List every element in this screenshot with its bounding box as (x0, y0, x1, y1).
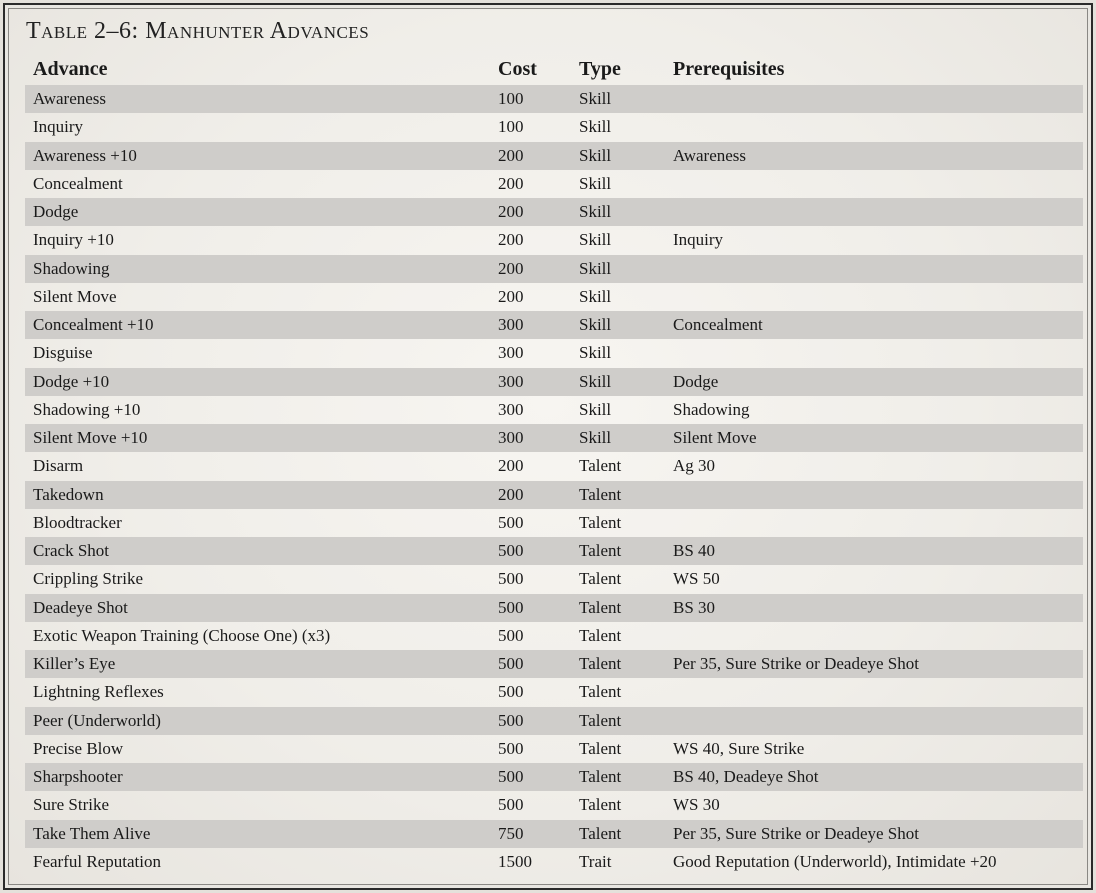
cell-type: Talent (579, 738, 622, 758)
table-row (25, 678, 1083, 706)
cell-advance: Exotic Weapon Training (Choose One) (x3) (33, 625, 331, 645)
table-row (25, 424, 1083, 452)
cell-type: Talent (579, 512, 622, 532)
cell-cost: 1500 (498, 851, 532, 871)
cell-cost: 300 (498, 399, 524, 419)
cell-cost: 200 (498, 230, 524, 250)
cell-cost: 500 (498, 710, 524, 730)
cell-type: Talent (579, 682, 622, 702)
cell-type: Skill (579, 145, 612, 165)
cell-prerequisites: BS 40 (673, 541, 716, 560)
table-row (25, 707, 1083, 735)
table-row (25, 481, 1083, 509)
cell-type: Talent (579, 823, 622, 843)
cell-type: Skill (579, 258, 612, 278)
cell-prerequisites: Shadowing (673, 399, 750, 419)
cell-cost: 500 (498, 597, 524, 617)
cell-advance: Sure Strike (33, 795, 110, 815)
table-row (25, 142, 1083, 170)
cell-advance: Dodge +10 (33, 371, 110, 391)
table-title: Table 2–6: Manhunter Advances (26, 18, 370, 44)
cell-prerequisites: WS 50 (673, 569, 720, 589)
table-row (25, 565, 1083, 593)
cell-advance: Concealment (33, 173, 123, 193)
cell-cost: 750 (498, 823, 524, 843)
table-row (25, 339, 1083, 367)
cell-cost: 300 (498, 371, 524, 391)
cell-advance: Disguise (33, 343, 93, 363)
table-frame (3, 3, 1093, 890)
cell-cost: 200 (498, 286, 524, 306)
header-prerequisites: Prerequisites (673, 58, 785, 80)
cell-type: Skill (579, 315, 612, 334)
cell-cost: 200 (498, 202, 524, 221)
cell-cost: 200 (498, 173, 524, 193)
cell-type: Skill (579, 173, 612, 193)
table-row (25, 650, 1083, 678)
cell-cost: 300 (498, 428, 524, 447)
cell-advance: Take Them Alive (33, 823, 151, 843)
cell-cost: 500 (498, 569, 524, 589)
cell-prerequisites: Inquiry (673, 230, 724, 250)
cell-type: Talent (579, 597, 622, 617)
cell-type: Talent (579, 654, 622, 673)
cell-type: Talent (579, 795, 622, 815)
cell-advance: Peer (Underworld) (33, 710, 161, 730)
cell-type: Skill (579, 343, 612, 363)
table-row (25, 622, 1083, 650)
cell-cost: 500 (498, 682, 524, 702)
cell-prerequisites: Concealment (673, 315, 763, 334)
table-row (25, 255, 1083, 283)
cell-advance: Silent Move +10 (33, 428, 148, 447)
cell-advance: Bloodtracker (33, 512, 122, 532)
cell-advance: Disarm (33, 456, 84, 476)
cell-advance: Lightning Reflexes (33, 682, 164, 702)
cell-cost: 300 (498, 343, 524, 363)
cell-cost: 100 (498, 89, 524, 108)
table-row (25, 198, 1083, 226)
cell-type: Talent (579, 456, 622, 476)
cell-type: Talent (579, 767, 622, 786)
table-header (25, 58, 1083, 84)
cell-advance: Dodge (33, 202, 79, 221)
cell-cost: 500 (498, 654, 524, 673)
cell-cost: 500 (498, 625, 524, 645)
cell-advance: Inquiry +10 (33, 230, 114, 250)
table-row (25, 820, 1083, 848)
cell-advance: Crack Shot (33, 541, 110, 560)
table-row (25, 537, 1083, 565)
cell-cost: 200 (498, 145, 524, 165)
cell-type: Skill (579, 428, 612, 447)
cell-advance: Shadowing (33, 258, 110, 278)
table-row (25, 735, 1083, 763)
header-cost: Cost (498, 58, 537, 80)
cell-advance: Awareness +10 (33, 145, 137, 165)
cell-cost: 100 (498, 117, 524, 137)
cell-type: Skill (579, 371, 612, 391)
cell-cost: 500 (498, 795, 524, 815)
cell-prerequisites: Per 35, Sure Strike or Deadeye Shot (673, 654, 919, 673)
cell-advance: Concealment +10 (33, 315, 154, 334)
table-body (25, 85, 1083, 876)
cell-prerequisites: BS 30 (673, 597, 716, 617)
cell-advance: Inquiry (33, 117, 84, 137)
header-type: Type (579, 58, 621, 80)
table-row (25, 763, 1083, 791)
table-row (25, 396, 1083, 424)
cell-prerequisites: WS 30 (673, 795, 720, 815)
cell-advance: Takedown (33, 484, 104, 504)
cell-advance: Awareness (33, 89, 107, 108)
cell-prerequisites: Awareness (673, 145, 747, 165)
table-row (25, 848, 1083, 876)
cell-advance: Crippling Strike (33, 569, 144, 589)
cell-type: Skill (579, 286, 612, 306)
cell-prerequisites: Per 35, Sure Strike or Deadeye Shot (673, 823, 919, 843)
table-row (25, 791, 1083, 819)
cell-advance: Silent Move (33, 286, 117, 306)
cell-type: Skill (579, 117, 612, 137)
cell-type: Skill (579, 202, 612, 221)
cell-type: Talent (579, 541, 622, 560)
cell-type: Talent (579, 569, 622, 589)
cell-cost: 300 (498, 315, 524, 334)
table-row (25, 283, 1083, 311)
cell-advance: Killer’s Eye (33, 654, 116, 673)
cell-type: Skill (579, 399, 612, 419)
cell-prerequisites: Silent Move (673, 428, 757, 447)
table-row (25, 85, 1083, 113)
table-row (25, 113, 1083, 141)
cell-advance: Fearful Reputation (33, 851, 161, 871)
cell-cost: 200 (498, 484, 524, 504)
cell-prerequisites: Dodge (673, 371, 719, 391)
cell-cost: 200 (498, 456, 524, 476)
header-advance: Advance (33, 58, 108, 80)
cell-cost: 200 (498, 258, 524, 278)
cell-type: Skill (579, 89, 612, 108)
cell-prerequisites: WS 40, Sure Strike (673, 738, 805, 758)
cell-cost: 500 (498, 767, 524, 786)
table-row (25, 226, 1083, 254)
cell-advance: Shadowing +10 (33, 399, 141, 419)
cell-type: Talent (579, 484, 622, 504)
table-row (25, 311, 1083, 339)
table-row (25, 368, 1083, 396)
table-row (25, 594, 1083, 622)
cell-prerequisites: Good Reputation (Underworld), Intimidate +20 (673, 851, 997, 871)
cell-advance: Precise Blow (33, 738, 124, 758)
cell-type: Trait (579, 851, 612, 871)
cell-type: Talent (579, 710, 622, 730)
table-row (25, 170, 1083, 198)
cell-cost: 500 (498, 738, 524, 758)
cell-prerequisites: BS 40, Deadeye Shot (673, 767, 819, 786)
cell-prerequisites: Ag 30 (673, 456, 716, 476)
table-row (25, 509, 1083, 537)
cell-cost: 500 (498, 512, 524, 532)
cell-cost: 500 (498, 541, 524, 560)
cell-advance: Deadeye Shot (33, 597, 128, 617)
cell-advance: Sharpshooter (33, 767, 123, 786)
cell-type: Skill (579, 230, 612, 250)
table-row (25, 452, 1083, 480)
cell-type: Talent (579, 625, 622, 645)
